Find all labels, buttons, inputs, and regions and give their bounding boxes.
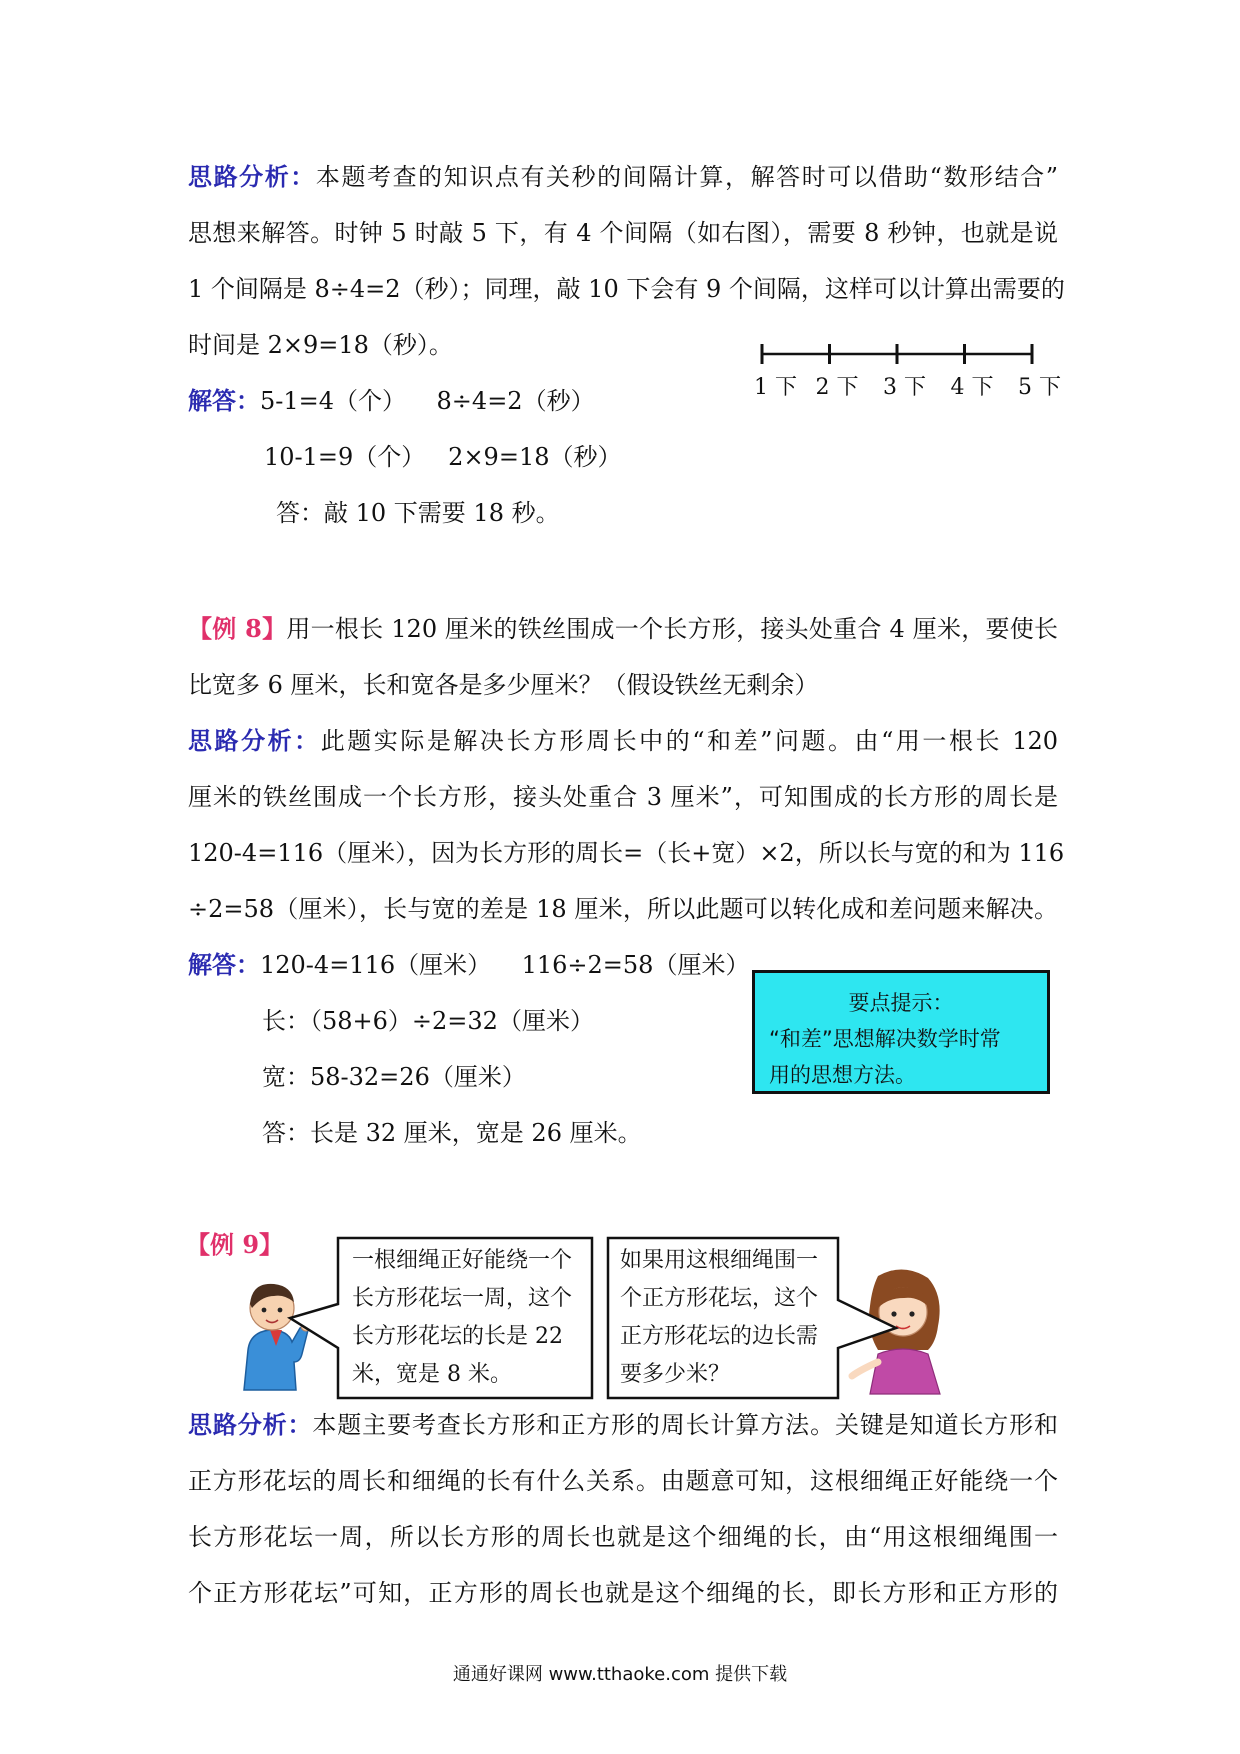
analysis-text: 本题考查的知识点有关秒的间隔计算，解答时可以借助“数形结合” [315, 163, 1059, 191]
tip-line: “和差”思想解决数学时常 [769, 1027, 1001, 1051]
analysis2-label: 思路分析： [188, 726, 321, 755]
analysis2-line-1 [188, 724, 1058, 758]
analysis-line-3: 1 个间隔是 8÷4=2（秒）；同理，敲 10 下会有 9 个间隔，这样可以计算出需要的 [188, 275, 1065, 303]
bubble-left-line: 一根细绳正好能绕一个 [352, 1248, 573, 1273]
tip-line: 用的思想方法。 [769, 1063, 916, 1087]
analysis3-text: 本题主要考查长方形和正方形的周长计算方法。关键是知道长方形和 [312, 1411, 1059, 1439]
bubble-right-line: 如果用这根细绳围一 [620, 1248, 819, 1273]
bubble-right-line: 正方形花坛的边长需 [620, 1324, 819, 1349]
example8-text: 用一根长 120 厘米的铁丝围成一个长方形，接头处重合 4 厘米，要使长 [286, 615, 1058, 643]
analysis2-line-2: 厘米的铁丝围成一个长方形，接头处重合 3 厘米”，可知围成的长方形的周长是 [188, 783, 1058, 811]
answer2-label: 解答： [188, 950, 260, 979]
analysis3-line-1 [188, 1408, 1058, 1442]
analysis-label: 思路分析： [188, 162, 316, 191]
analysis2-text: 此题实际是解决长方形周长中的“和差”问题。由“用一根长 120 [320, 727, 1059, 755]
analysis-line-2: 思想来解答。时钟 5 时敲 5 下，有 4 个间隔（如右图），需要 8 秒钟，也就是说 [188, 219, 1058, 247]
analysis3-line-2: 正方形花坛的周长和细绳的长有什么关系。由题意可知，这根细绳正好能绕一个 [188, 1467, 1058, 1495]
analysis-line-1 [188, 160, 1058, 194]
tip-title: 要点提示： [848, 991, 954, 1015]
bubble-right-line: 要多少米？ [620, 1362, 731, 1387]
answer-line-2: 10-1=9（个） 2×9=18（秒） [264, 443, 622, 471]
bubble-left-line: 米，宽是 8 米。 [352, 1362, 512, 1387]
bubble-right-text [620, 1242, 840, 1394]
example8-line-1 [188, 612, 1058, 646]
bubble-right-line: 个正方形花坛，这个 [620, 1286, 819, 1311]
example8-label: 【例 8】 [188, 614, 287, 643]
answer2-line-4: 答：长是 32 厘米，宽是 26 厘米。 [262, 1119, 642, 1147]
answer2-line-3: 宽：58-32=26（厘米） [262, 1063, 526, 1091]
number-line-label: 3 下 [883, 375, 926, 400]
bubble-left-text [352, 1242, 588, 1394]
bubble-left-line: 长方形花坛的长是 22 [352, 1324, 563, 1349]
example8-line-2: 比宽多 6 厘米，长和宽各是多少厘米？（假设铁丝无剩余） [188, 671, 819, 699]
analysis3-line-4: 个正方形花坛”可知，正方形的周长也就是这个细绳的长，即长方形和正方形的 [188, 1579, 1058, 1607]
answer-text: 5-1=4（个） 8÷4=2（秒） [260, 387, 595, 415]
analysis3-line-3: 长方形花坛一周，所以长方形的周长也就是这个细绳的长，由“用这根细绳围一 [188, 1523, 1058, 1551]
answer2-line-2: 长：（58+6）÷2=32（厘米） [262, 1007, 594, 1035]
page-footer: 通通好课网 www.tthaoke.com 提供下载 [452, 1664, 788, 1685]
number-line-label: 4 下 [950, 375, 994, 400]
tip-body [769, 1021, 1037, 1093]
number-line-diagram [750, 340, 1061, 410]
answer2-text: 120-4=116（厘米） 116÷2=58（厘米） [260, 951, 750, 979]
tip-box [752, 970, 1050, 1094]
number-line-label: 1 下 [754, 375, 797, 400]
analysis-line-4: 时间是 2×9=18（秒）。 [188, 331, 453, 359]
answer-line-3: 答：敲 10 下需要 18 秒。 [276, 499, 560, 527]
number-line-label: 5 下 [1018, 375, 1061, 400]
analysis3-label: 思路分析： [188, 1410, 313, 1439]
answer-label: 解答： [188, 386, 260, 415]
answer2-line-1 [188, 948, 749, 982]
example9-label: 【例 9】 [186, 1230, 284, 1259]
bubble-left-line: 长方形花坛一周，这个 [352, 1286, 573, 1311]
answer-line-1 [188, 384, 595, 418]
analysis2-line-3: 120-4=116（厘米），因为长方形的周长=（长+宽）×2，所以长与宽的和为 116 [188, 839, 1065, 867]
number-line-label: 2 下 [815, 375, 859, 400]
analysis2-line-4: ÷2=58（厘米），长与宽的差是 18 厘米，所以此题可以转化成和差问题来解决。 [188, 895, 1058, 923]
